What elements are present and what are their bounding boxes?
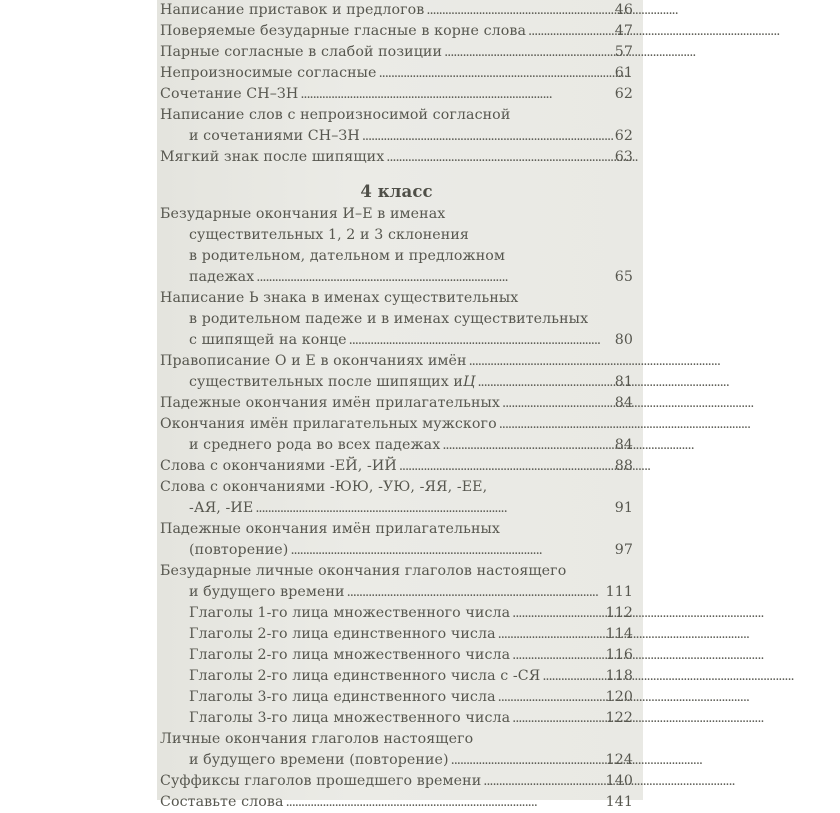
toc-entry: [160, 204, 633, 288]
toc-entry: [160, 519, 633, 561]
page-number: 57: [614, 44, 633, 60]
entry-title-line: Личные окончания глаголов настоящего: [160, 731, 474, 747]
entry-title-line: Суффиксы глаголов прошедшего времени: [160, 773, 482, 789]
toc-entry: [160, 414, 633, 456]
page-number: 88: [614, 458, 633, 474]
dot-leader: [442, 435, 603, 456]
toc-line: [160, 561, 633, 582]
toc-line: [160, 42, 633, 63]
dot-leader: [528, 21, 603, 42]
entry-title-line: Падежные окончания имён прилагательных: [160, 395, 501, 411]
toc-line: [160, 0, 633, 21]
entry-title-line: в родительном падеже и в именах существительных: [189, 311, 589, 327]
entry-title-line: Написание приставок и предлогов: [160, 2, 425, 18]
toc-entry: [160, 477, 633, 519]
dot-leader: [290, 540, 603, 561]
toc-entry: [160, 603, 633, 624]
dot-leader: [451, 750, 603, 771]
section-heading: 4 класс: [360, 182, 433, 201]
entry-title-line: Глаголы 2-го лица единственного числа: [189, 626, 496, 642]
page-number: 46: [614, 2, 633, 18]
entry-title-line: Слова с окончаниями -ЮЮ, -УЮ, -ЯЯ, -ЕЕ,: [160, 479, 488, 495]
dot-leader: [512, 603, 603, 624]
entry-title-line: Непроизносимые согласные: [160, 65, 377, 81]
toc-entry: [160, 456, 633, 477]
dot-leader: [347, 582, 603, 603]
page-number: 140: [605, 773, 633, 789]
entry-title-line: Безударные окончания И–Е в именах: [160, 206, 446, 222]
toc-line: [160, 687, 633, 708]
entry-title-line: Сочетание СН–ЗН: [160, 86, 299, 102]
dot-leader: [499, 414, 603, 435]
page-number: 61: [614, 65, 633, 81]
dot-leader: [349, 330, 603, 351]
dot-leader: [512, 708, 603, 729]
toc-line: [160, 225, 633, 246]
page-number: 111: [605, 584, 633, 600]
entry-title-line: и будущего времени: [189, 584, 345, 600]
toc-line: [160, 603, 633, 624]
entry-title-line: Окончания имён прилагательных мужского: [160, 416, 497, 432]
dot-leader: [502, 393, 603, 414]
page-number: 118: [605, 668, 633, 684]
toc-entry: [160, 729, 633, 771]
page-number: 122: [605, 710, 633, 726]
toc-line: [160, 126, 633, 147]
toc-entry: [160, 687, 633, 708]
page-number: 80: [614, 332, 633, 348]
dot-leader: [399, 456, 603, 477]
toc-line: [160, 267, 633, 288]
toc-line: [160, 456, 633, 477]
page-number: 97: [614, 542, 633, 558]
toc-line: [160, 330, 633, 351]
page-number: 120: [605, 689, 633, 705]
dot-leader: [498, 687, 603, 708]
toc-entry: [160, 63, 633, 84]
toc-entry: [160, 771, 633, 792]
page-number: 91: [614, 500, 633, 516]
toc-entry: [160, 561, 633, 603]
page-number: 114: [605, 626, 633, 642]
toc-line: [160, 435, 633, 456]
toc-entry: [160, 288, 633, 351]
table-of-contents: [160, 0, 633, 813]
dot-leader: [256, 267, 603, 288]
toc-line: [160, 708, 633, 729]
dot-leader: [498, 624, 603, 645]
entry-title-line: и среднего рода во всех падежах: [189, 437, 441, 453]
toc-entry: [160, 105, 633, 147]
entry-title-line: (повторение): [189, 542, 289, 558]
dot-leader: [426, 0, 603, 21]
toc-line: [160, 666, 633, 687]
toc-line: [160, 246, 633, 267]
entry-title-line: Падежные окончания имён прилагательных: [160, 521, 501, 537]
dot-leader: [362, 126, 603, 147]
entry-title-line: Мягкий знак после шипящих: [160, 149, 385, 165]
dot-leader: [512, 645, 603, 666]
entry-title-line: в родительном, дательном и предложном: [189, 248, 506, 264]
dot-leader: [255, 498, 603, 519]
dot-leader: [386, 147, 603, 168]
toc-entry: [160, 147, 633, 168]
toc-line: [160, 477, 633, 498]
entry-title-line: Поверяемые безударные гласные в корне слова: [160, 23, 527, 39]
toc-line: [160, 645, 633, 666]
dot-leader: [469, 351, 603, 372]
toc-entry: [160, 0, 633, 21]
toc-line: [160, 84, 633, 105]
entry-title-line: Написание слов с непроизносимой согласной: [160, 107, 511, 123]
toc-line: [160, 540, 633, 561]
toc-line: [160, 105, 633, 126]
toc-line: [160, 147, 633, 168]
entry-title-line: существительных 1, 2 и 3 склонения: [189, 227, 469, 243]
page-number: 63: [614, 149, 633, 165]
page-number: 47: [614, 23, 633, 39]
dot-leader: [379, 63, 603, 84]
page-number: 62: [614, 86, 633, 102]
toc-line: [160, 288, 633, 309]
toc-line: [160, 792, 633, 813]
toc-line: [160, 582, 633, 603]
toc-line: [160, 21, 633, 42]
toc-line: [160, 624, 633, 645]
dot-leader: [483, 771, 603, 792]
toc-entry: [160, 645, 633, 666]
entry-title-italic: Ц: [463, 374, 476, 390]
page-number: 112: [605, 605, 633, 621]
entry-title-line: Составьте слова: [160, 794, 284, 810]
entry-title-line: и будущего времени (повторение): [189, 752, 449, 768]
toc-entry: [160, 21, 633, 42]
toc-entry: [160, 393, 633, 414]
toc-line: [160, 771, 633, 792]
entry-title-line: -АЯ, -ИЕ: [189, 500, 254, 516]
entry-title-line: Глаголы 2-го лица множественного числа: [189, 647, 511, 663]
toc-line: [160, 309, 633, 330]
dot-leader: [444, 42, 603, 63]
dot-leader: [286, 792, 603, 813]
book-page: [157, 0, 643, 810]
toc-entry: [160, 624, 633, 645]
page-number: 141: [605, 794, 633, 810]
toc-line: [160, 351, 633, 372]
entry-title-line: Глаголы 3-го лица единственного числа: [189, 689, 496, 705]
toc-line: [160, 414, 633, 435]
entry-title-line: Правописание О и Е в окончаниях имён: [160, 353, 467, 369]
page-number: 65: [614, 269, 633, 285]
toc-entry: [160, 666, 633, 687]
dot-leader: [300, 84, 603, 105]
toc-entry: [160, 792, 633, 813]
entry-title-line: Слова с окончаниями -ЕЙ, -ИЙ: [160, 458, 397, 474]
page-number: 116: [605, 647, 633, 663]
page-number: 124: [605, 752, 633, 768]
dot-leader: [542, 666, 603, 687]
page-number: 84: [614, 437, 633, 453]
toc-entry: [160, 42, 633, 63]
toc-entry: [160, 351, 633, 393]
toc-line: [160, 63, 633, 84]
toc-entry: [160, 84, 633, 105]
page-number: 84: [614, 395, 633, 411]
toc-line: [160, 204, 633, 225]
entry-title-line: Написание Ь знака в именах существительных: [160, 290, 519, 306]
page-number: 62: [614, 128, 633, 144]
entry-title-line: существительных после шипящих и: [189, 374, 463, 390]
entry-title-line: Безударные личные окончания глаголов настоящего: [160, 563, 567, 579]
toc-line: [160, 750, 633, 771]
page-number: 81: [614, 374, 633, 390]
entry-title-line: Парные согласные в слабой позиции: [160, 44, 443, 60]
toc-line: [160, 498, 633, 519]
entry-title-line: и сочетаниями СН–ЗН: [189, 128, 360, 144]
entry-title-line: Глаголы 3-го лица множественного числа: [189, 710, 511, 726]
toc-line: [160, 393, 633, 414]
entry-title-line: падежах: [189, 269, 255, 285]
toc-line: [160, 519, 633, 540]
entry-title-line: Глаголы 2-го лица единственного числа с -СЯ: [189, 668, 541, 684]
toc-line: [160, 729, 633, 750]
toc-line: [160, 372, 633, 393]
entry-title-line: с шипящей на конце: [189, 332, 347, 348]
toc-entry: [160, 708, 633, 729]
dot-leader: [477, 372, 603, 393]
entry-title-line: Глаголы 1-го лица множественного числа: [189, 605, 511, 621]
